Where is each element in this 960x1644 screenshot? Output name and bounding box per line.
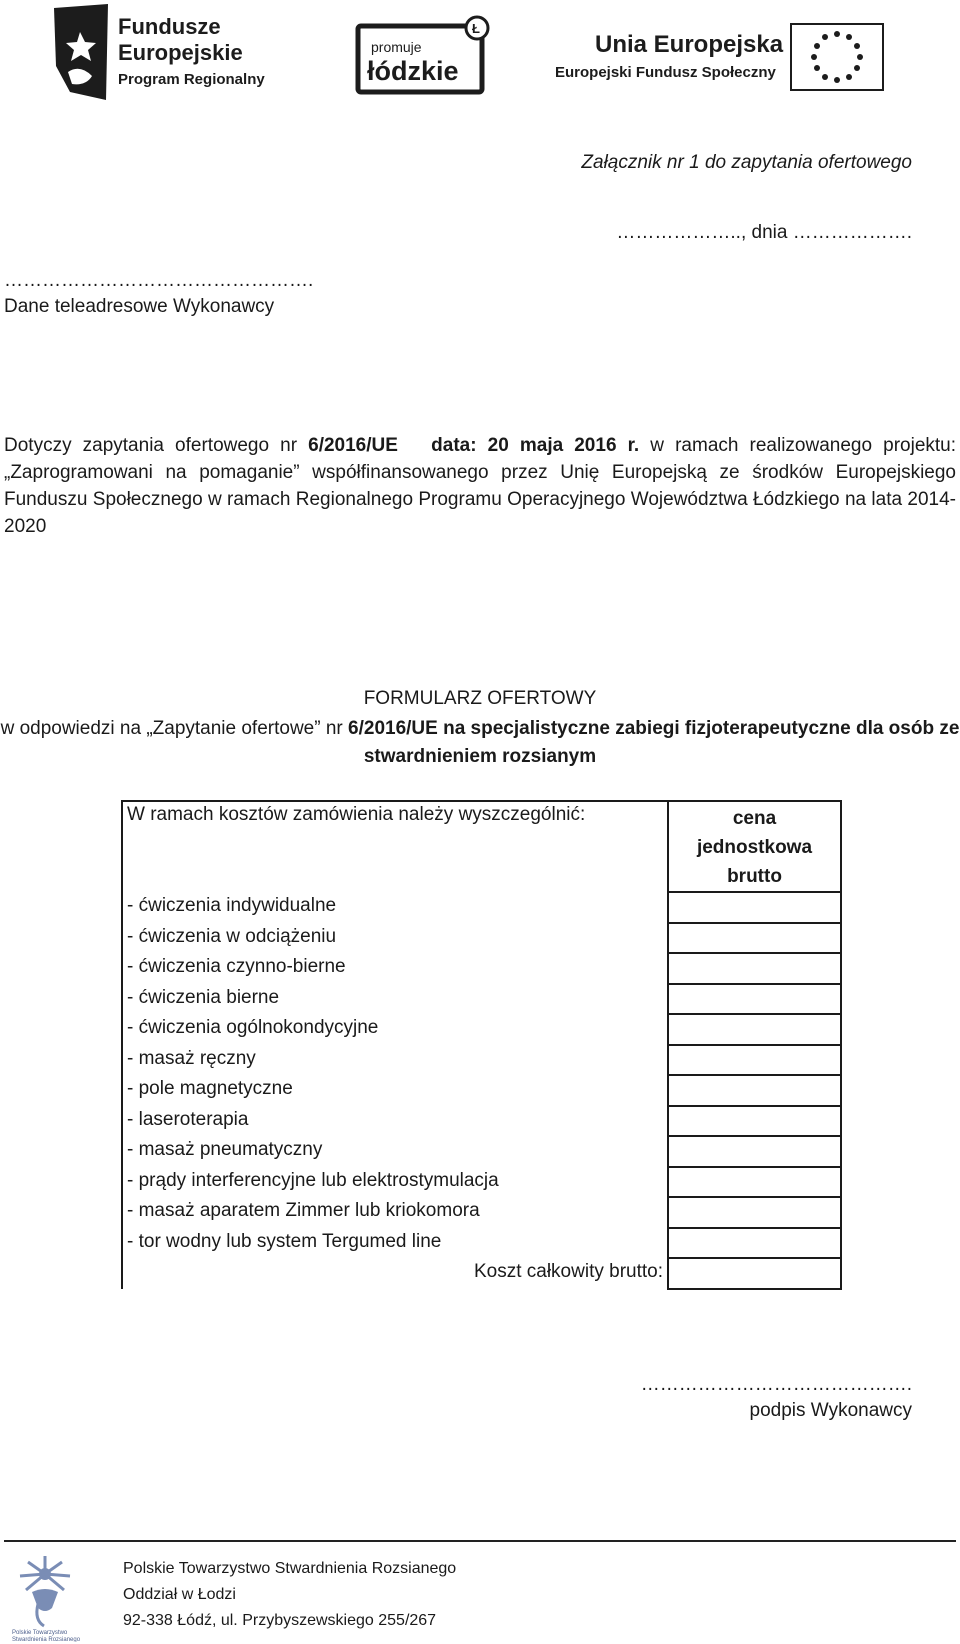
total-label: Koszt całkowity brutto: xyxy=(122,1258,668,1289)
price-cell[interactable] xyxy=(668,953,841,984)
table-row-label: - tor wodny lub system Tergumed line xyxy=(122,1228,668,1259)
ptsr-logo-line-2: Stwardnienia Rozsianego xyxy=(12,1637,81,1642)
price-cell[interactable] xyxy=(668,1197,841,1228)
table-row-label: - ćwiczenia bierne xyxy=(122,984,668,1015)
lodz-logo-line-1: promuje xyxy=(371,39,422,55)
footer-divider xyxy=(4,1540,956,1542)
footer-branch: Oddział w Łodzi xyxy=(123,1586,236,1603)
header-price-line-1: cena xyxy=(732,808,777,829)
ptsr-logo-line-1: Polskie Towarzystwo xyxy=(12,1630,68,1636)
fundusze-europejskie-logo xyxy=(50,2,290,102)
table-header-price xyxy=(668,801,841,892)
offer-table xyxy=(121,800,842,1290)
intro-paragraph xyxy=(4,432,956,540)
table-row-label: - masaż ręczny xyxy=(122,1045,668,1076)
price-cell[interactable] xyxy=(668,892,841,923)
ue-logo-line-2: Europejski Fundusz Społeczny xyxy=(555,64,776,81)
footer-address-block xyxy=(123,1556,456,1634)
header-price-line-2: jednostkowa xyxy=(696,837,813,858)
form-sub-bold: 6/2016/UE na specjalistyczne zabiegi fizjoterapeutyczne dla osób ze stwardnieniem rozsianym xyxy=(348,718,960,767)
table-row-label: - ćwiczenia w odciążeniu xyxy=(122,923,668,954)
table-row-label: - prądy interferencyjne lub elektrostymulacja xyxy=(122,1167,668,1198)
intro-date: data: 20 maja 2016 r. xyxy=(431,435,640,456)
table-row-label: - ćwiczenia indywidualne xyxy=(122,892,668,923)
table-row-label: - ćwiczenia ogólnokondycyjne xyxy=(122,1014,668,1045)
fe-logo-line-3: Program Regionalny xyxy=(118,71,265,88)
price-cell[interactable] xyxy=(668,1136,841,1167)
attachment-label: Załącznik nr 1 do zapytania ofertowego xyxy=(581,152,912,173)
table-row-label: - laseroterapia xyxy=(122,1106,668,1137)
intro-number: 6/2016/UE xyxy=(308,435,398,456)
price-cell[interactable] xyxy=(668,984,841,1015)
price-cell[interactable] xyxy=(668,1228,841,1259)
ptsr-logo xyxy=(8,1552,82,1642)
price-cell[interactable] xyxy=(668,1167,841,1198)
intro-prefix: Dotyczy zapytania ofertowego nr xyxy=(4,435,309,456)
price-cell[interactable] xyxy=(668,1075,841,1106)
table-row-label: - pole magnetyczne xyxy=(122,1075,668,1106)
unia-europejska-logo xyxy=(555,22,885,92)
footer-org: Polskie Towarzystwo Stwardnienia Rozsianego xyxy=(123,1560,457,1577)
footer-address: 92-338 Łódź, ul. Przybyszewskiego 255/267 xyxy=(123,1612,437,1629)
table-row-label: - ćwiczenia czynno-bierne xyxy=(122,953,668,984)
promuje-lodzkie-logo xyxy=(355,14,495,96)
price-cell[interactable] xyxy=(668,1106,841,1137)
ue-logo-line-1: Unia Europejska xyxy=(595,31,784,58)
header-price-line-3: brutto xyxy=(727,866,782,887)
form-title: FORMULARZ OFERTOWY xyxy=(363,688,597,709)
total-price-cell[interactable] xyxy=(668,1258,841,1289)
signature-dots: ……………………………………. xyxy=(640,1374,912,1395)
table-row-label: - masaż pneumatyczny xyxy=(122,1136,668,1167)
signature-label: podpis Wykonawcy xyxy=(749,1400,912,1421)
place-date-line: ……………….., dnia ………………. xyxy=(616,222,912,243)
price-cell[interactable] xyxy=(668,1014,841,1045)
fe-logo-line-2: Europejskie xyxy=(118,40,243,65)
svg-text:Ł: Ł xyxy=(472,21,480,36)
fe-logo-line-1: Fundusze xyxy=(118,14,221,39)
lodz-logo-line-2: łódzkie xyxy=(367,56,459,86)
table-row-label: - masaż aparatem Zimmer lub kriokomora xyxy=(122,1197,668,1228)
eu-stars-icon xyxy=(811,31,863,83)
price-cell[interactable] xyxy=(668,923,841,954)
form-sub-prefix: w odpowiedzi na „Zapytanie ofertowe” nr xyxy=(0,718,349,739)
intro-rest: w ramach realizowanego projektu: „Zaprogramowani na pomaganie” współfinansowanego przez Unię Europejską ze środków Europejskiego Funduszu Społecznego w ramach Regionalnego Programu Operacyjnego Województwa Łódzkiego na lata 2014-2020 xyxy=(4,435,957,537)
price-cell[interactable] xyxy=(668,1045,841,1076)
contractor-label: Dane teleadresowe Wykonawcy xyxy=(4,296,275,317)
form-subtitle xyxy=(0,715,960,771)
table-header-desc: W ramach kosztów zamówienia należy wyszczególnić: xyxy=(122,801,668,892)
contractor-dots: …………………………………………. xyxy=(4,270,314,291)
